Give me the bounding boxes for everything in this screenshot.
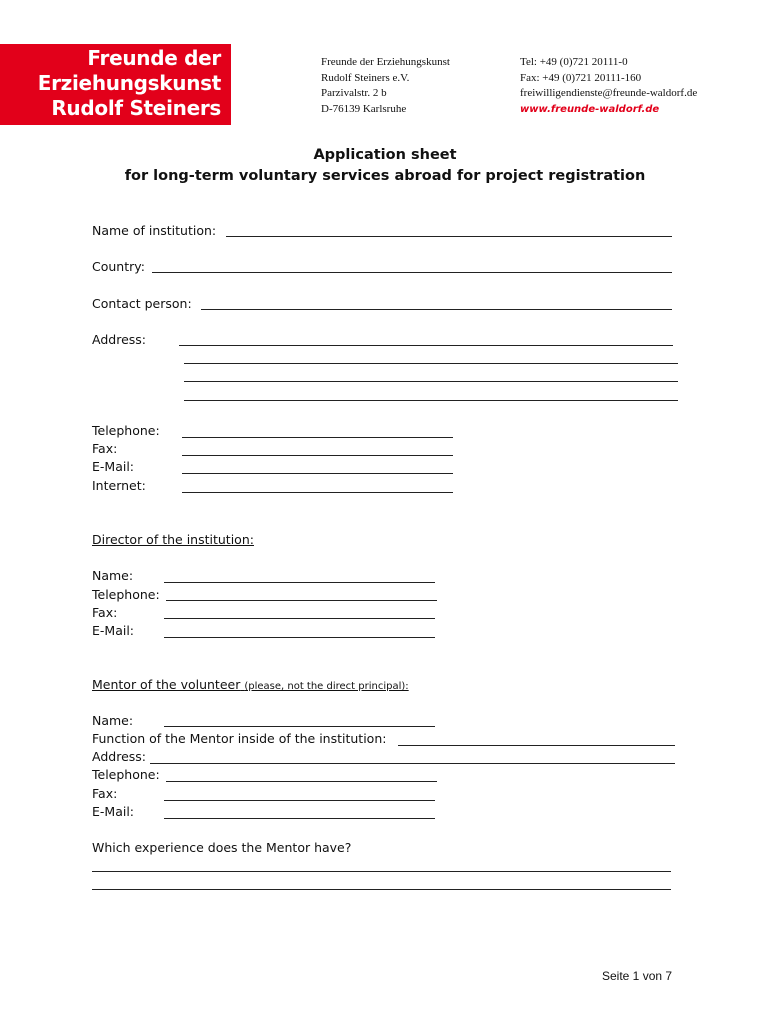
organization-address (321, 55, 450, 117)
mentor-address-field[interactable] (150, 763, 675, 764)
email-label: E-Mail: (92, 459, 135, 474)
director-name-field[interactable] (164, 582, 435, 583)
address-line: D-76139 Karlsruhe (321, 102, 407, 115)
name-of-institution-label: Name of institution: (92, 223, 217, 238)
address-line: Rudolf Steiners e.V. (321, 71, 410, 84)
mentor-email-field[interactable] (164, 818, 435, 819)
mentor-heading-note: (please, not the direct principal): (244, 681, 409, 692)
email-field[interactable] (182, 473, 453, 474)
contact-fax: Fax: +49 (0)721 20111-160 (520, 71, 642, 84)
page-number: Seite 1 von 7 (602, 969, 673, 983)
mentor-experience-question: Which experience does the Mentor have? (92, 840, 352, 855)
address-line: Parzivalstr. 2 b (321, 87, 387, 99)
website-link[interactable]: www.freunde-waldorf.de (520, 103, 660, 115)
address-field-line-2[interactable] (184, 363, 678, 364)
director-email-label: E-Mail: (92, 623, 135, 638)
logo-line-2: Erziehungskunst (37, 71, 221, 95)
mentor-name-label: Name: (92, 713, 134, 728)
name-of-institution-field[interactable] (226, 236, 672, 237)
mentor-experience-field-line-2[interactable] (92, 889, 671, 890)
director-fax-label: Fax: (92, 605, 118, 620)
mentor-telephone-label: Telephone: (92, 767, 160, 782)
telephone-label: Telephone: (92, 423, 160, 438)
mentor-function-label: Function of the Mentor inside of the institution: (92, 731, 387, 746)
mentor-heading (92, 677, 409, 695)
page-title: Application sheet (313, 147, 457, 163)
contact-person-field[interactable] (201, 309, 672, 310)
director-email-field[interactable] (164, 637, 435, 638)
mentor-function-field[interactable] (398, 745, 675, 746)
contact-tel: Tel: +49 (0)721 20111-0 (520, 56, 628, 68)
country-field[interactable] (152, 272, 672, 273)
mentor-address-label: Address: (92, 749, 146, 764)
mentor-fax-field[interactable] (164, 800, 435, 801)
logo-line-3: Rudolf Steiners (51, 96, 221, 120)
page-subtitle: for long-term voluntary services abroad for project registration (124, 168, 646, 184)
internet-field[interactable] (182, 492, 453, 493)
mentor-heading-text: Mentor of the volunteer (92, 677, 241, 692)
address-field-line-1[interactable] (179, 345, 673, 346)
organization-contact (520, 55, 697, 117)
mentor-telephone-field[interactable] (166, 781, 437, 782)
mentor-experience-field-line-1[interactable] (92, 871, 671, 872)
mentor-name-field[interactable] (164, 726, 435, 727)
fax-label: Fax: (92, 441, 118, 456)
mentor-fax-label: Fax: (92, 786, 118, 801)
director-telephone-field[interactable] (166, 600, 437, 601)
internet-label: Internet: (92, 478, 146, 493)
contact-person-label: Contact person: (92, 296, 192, 311)
address-field-line-4[interactable] (184, 400, 678, 401)
fax-field[interactable] (182, 455, 453, 456)
contact-email: freiwilligendienste@freunde-waldorf.de (520, 87, 698, 99)
telephone-field[interactable] (182, 437, 453, 438)
logo-line-1: Freunde der (87, 46, 221, 70)
director-fax-field[interactable] (164, 618, 435, 619)
director-heading: Director of the institution: (92, 532, 254, 547)
country-label: Country: (92, 259, 145, 274)
logo (0, 44, 231, 125)
address-label: Address: (92, 332, 146, 347)
director-name-label: Name: (92, 568, 134, 583)
director-telephone-label: Telephone: (92, 587, 160, 602)
address-field-line-3[interactable] (184, 381, 678, 382)
address-line: Freunde der Erziehungskunst (321, 56, 450, 68)
mentor-email-label: E-Mail: (92, 804, 135, 819)
